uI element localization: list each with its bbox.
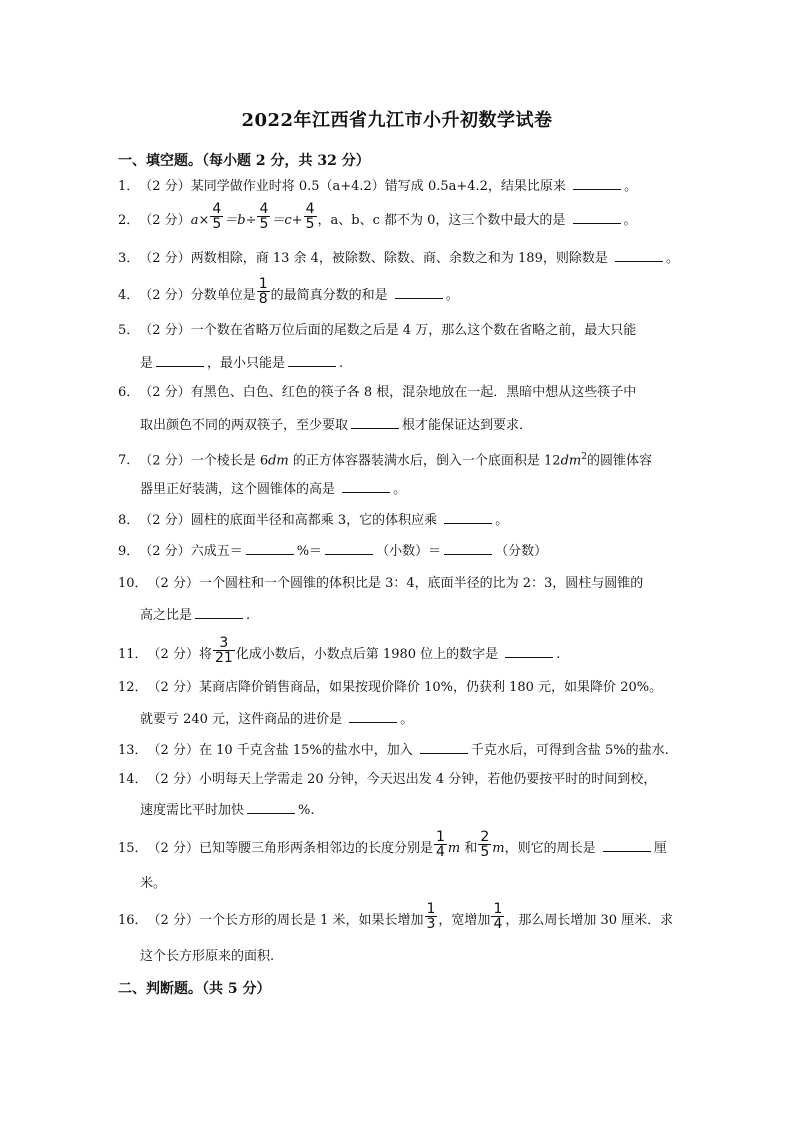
question-14-line-2: 速度需比平时加快 %. — [140, 803, 315, 818]
question-12: 12．（2 分）某商店降价销售商品，如果按现价降价 10%，仍获利 180 元，如果降价 20%。 — [118, 680, 663, 695]
fraction: $\frac{4}{5}$ — [259, 201, 269, 232]
fraction: $\frac{4}{5}$ — [212, 201, 222, 232]
answer-blank — [288, 355, 336, 367]
question-4: 4．（2 分）分数单位是 $\frac{1}{8}$ 的最简真分数的和是 。 — [118, 276, 459, 307]
answer-blank — [247, 802, 295, 814]
answer-blank — [444, 512, 492, 524]
question-3: 3．（2 分）两数相除，商 13 余 4，被除数、除数、商、余数之和为 189，则除数是 。 — [118, 251, 679, 266]
answer-blank — [573, 178, 621, 190]
answer-blank — [156, 355, 204, 367]
question-5-line-2: 是 ，最小只能是 . — [140, 356, 344, 371]
question-6-line-2: 取出颜色不同的两双筷子，至少要取 根才能保证达到要求． — [140, 418, 533, 433]
answer-blank — [615, 250, 663, 262]
fraction: $\frac{3}{21}$ — [214, 635, 233, 666]
question-6: 6．（2 分）有黑色、白色、红色的筷子各 8 根，混杂地放在一起．黑暗中想从这些筷子中 — [118, 385, 637, 400]
page-title: 2022年江西省九江市小升初数学试卷 — [241, 110, 553, 131]
answer-blank — [505, 646, 553, 658]
answer-blank — [342, 481, 390, 493]
fraction: $\frac{4}{5}$ — [305, 201, 315, 232]
question-2: 2．（2 分）a× $\frac{4}{5}$ ＝b÷ $\frac{4}{5}$ ＝c+ $\frac{4}{5}$ ，a、b、c 都不为 0，这三个数中最大的是 。 — [118, 201, 637, 232]
answer-blank — [349, 711, 397, 723]
answer-blank — [351, 417, 399, 429]
fraction: $\frac{1}{4}$ — [493, 901, 503, 932]
fraction: $\frac{1}{4}$ — [435, 829, 445, 860]
question-15: 15．（2 分）已知等腰三角形两条相邻边的长度分别是 $\frac{1}{4}$ m 和 $\frac{2}{5}$ m，则它的周长是 厘 — [118, 829, 667, 860]
question-13: 13．（2 分）在 10 千克含盐 15%的盐水中，加入 千克水后，可得到含盐 5%的盐水. — [118, 743, 669, 758]
question-7-line-2: 器里正好装满，这个圆锥体的高是 。 — [140, 482, 407, 497]
answer-blank — [444, 543, 492, 555]
question-7: 7．（2 分）一个棱长是 6dm 的正方体容器装满水后，倒入一个底面积是 $12dm^2$的圆锥体容 — [118, 452, 652, 469]
question-1: 1．（2 分）某同学做作业时将 0.5（a+4.2）错写成 0.5a+4.2，结果比原来 。 — [118, 179, 638, 194]
answer-blank — [246, 543, 294, 555]
section-true-false-heading: 二、判断题。（共 5 分） — [118, 981, 271, 997]
fraction: $\frac{2}{5}$ — [480, 829, 490, 860]
answer-blank — [395, 287, 443, 299]
question-15-line-2: 米。 — [140, 876, 167, 891]
question-12-line-2: 就要亏 240 元，这件商品的进价是 。 — [140, 712, 414, 727]
question-11: 11．（2 分）将 $\frac{3}{21}$ 化成小数后，小数点后第 1980 位上的数字是 . — [118, 635, 561, 666]
question-10: 10．（2 分）一个圆柱和一个圆锥的体积比是 3：4，底面半径的比为 2：3，圆柱与圆锥的 — [118, 576, 644, 591]
answer-blank — [420, 742, 468, 754]
question-9: 9．（2 分）六成五＝ %＝ （小数）＝ （分数） — [118, 544, 548, 559]
question-8: 8．（2 分）圆柱的底面半径和高都乘 3，它的体积应乘 。 — [118, 513, 509, 528]
answer-blank — [325, 543, 373, 555]
question-16-line-2: 这个长方形原来的面积. — [140, 949, 275, 964]
question-5: 5．（2 分）一个数在省略万位后面的尾数之后是 4 万，那么这个数在省略之前，最大只能 — [118, 323, 637, 338]
fraction: $\frac{1}{8}$ — [258, 276, 268, 307]
section-fill-blank-heading: 一、填空题。（每小题 2 分，共 32 分） — [118, 153, 370, 169]
question-14: 14．（2 分）小明每天上学需走 20 分钟，今天迟出发 4 分钟，若他仍要按平时的时间到校， — [118, 772, 657, 787]
question-10-line-2: 高之比是 . — [140, 608, 251, 623]
answer-blank — [603, 840, 651, 852]
answer-blank — [195, 607, 243, 619]
question-16: 16．（2 分）一个长方形的周长是 1 米，如果长增加 $\frac{1}{3}$ ，宽增加 $\frac{1}{4}$ ，那么周长增加 30 厘米．求 — [118, 901, 674, 932]
answer-blank — [573, 212, 621, 224]
fraction: $\frac{1}{3}$ — [426, 901, 436, 932]
